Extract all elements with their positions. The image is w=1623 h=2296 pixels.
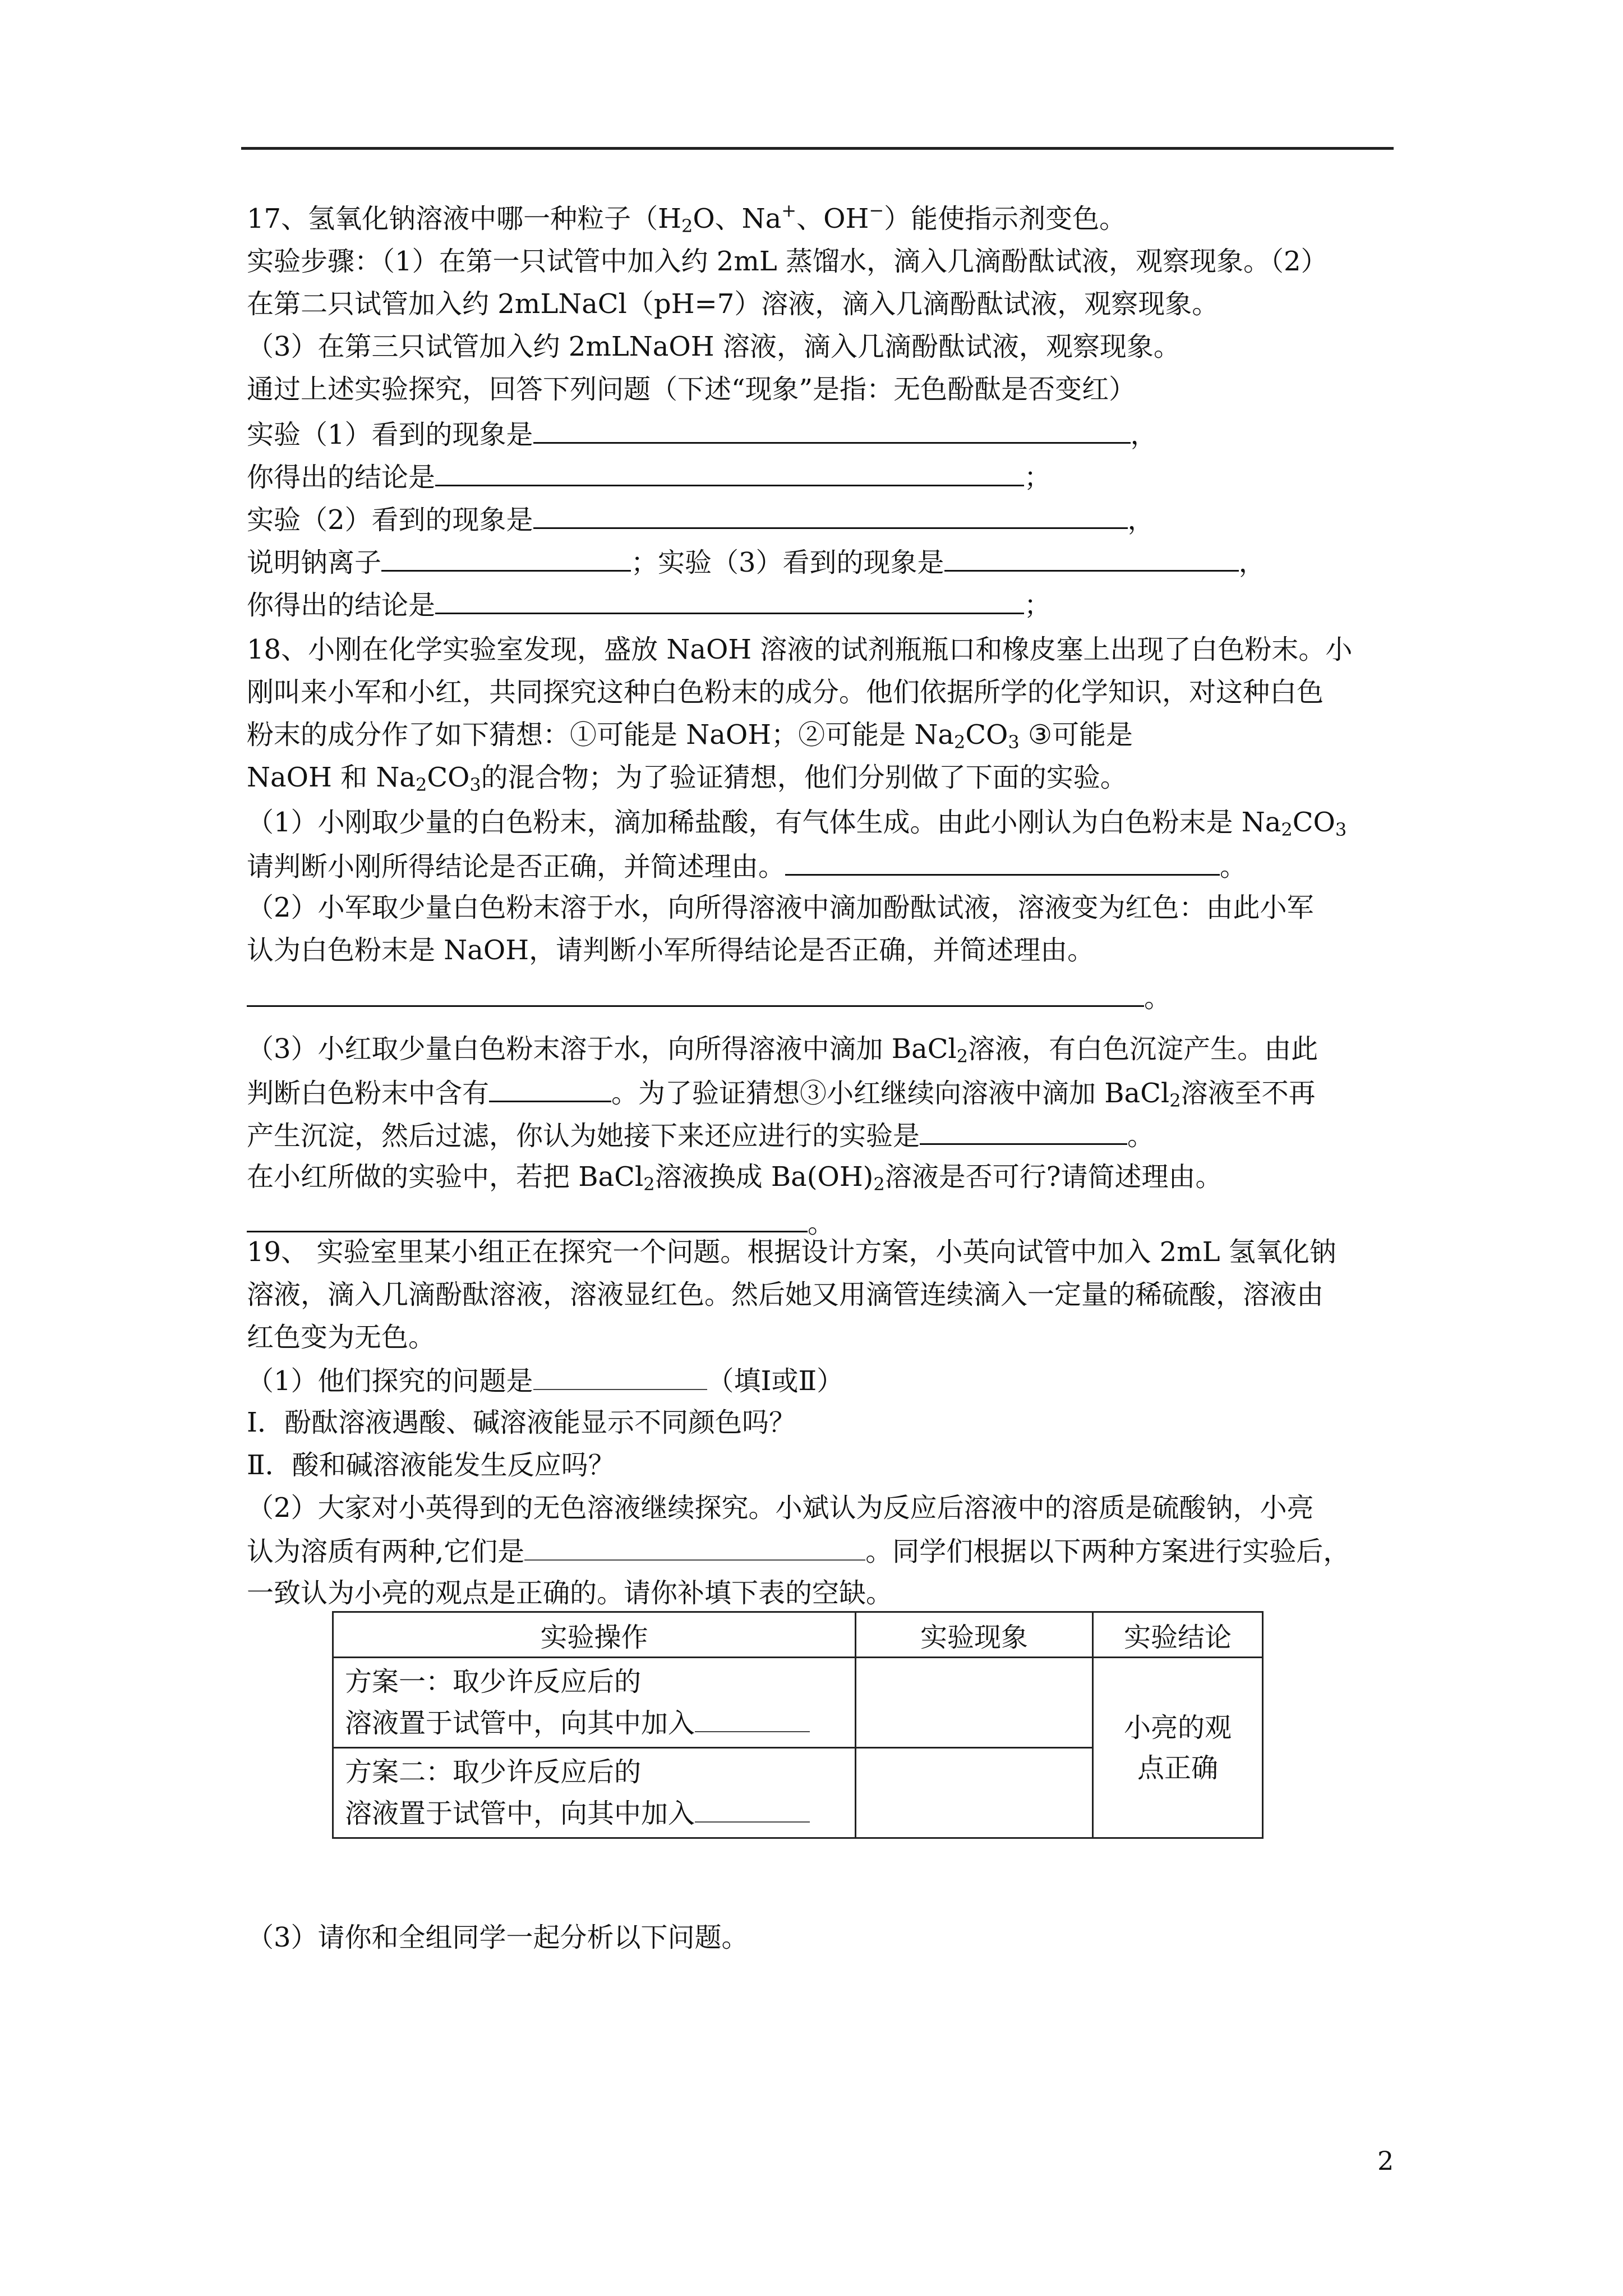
q18-part3-line-1: （3）小红取少量白色粉末溶于水，向所得溶液中滴加 BaCl$_2$溶液，有白色沉淀产生。由此: [247, 1033, 1318, 1067]
page-number: 2: [1377, 2146, 1394, 2176]
answer-blank[interactable]: [489, 1071, 611, 1102]
q18-part3-line-2: 判断白色粉末中含有 。为了验证猜想③小红继续向溶液中滴加 BaCl$_2$溶液至不再: [247, 1071, 1316, 1114]
q19-part3: （3）请你和全组同学一起分析以下问题。: [247, 1922, 749, 1953]
phenomenon-cell[interactable]: [856, 1658, 1093, 1748]
q17-prompt: 通过上述实验探究，回答下列问题（下述“现象”是指：无色酚酞是否变红）: [247, 374, 1136, 405]
q17-exp3-conclusion: 你得出的结论是 ；: [247, 583, 1051, 625]
answer-blank[interactable]: [944, 541, 1239, 572]
q17-steps-line-1: 实验步骤：（1）在第一只试管中加入约 2mL 蒸馏水，滴入几滴酚酞试液，观察现象。（2）: [247, 246, 1328, 277]
header-rule: [241, 147, 1394, 150]
answer-blank[interactable]: [381, 541, 631, 572]
table-header-row: [333, 1612, 1263, 1658]
q19-part2-line-2: 认为溶质有两种,它们是 。同学们根据以下两种方案进行实验后，: [247, 1530, 1350, 1572]
q18-hypothesis-3: NaOH 和 $Na_2CO_3$的混合物；为了验证猜想，他们分别做了下面的实验。: [247, 762, 1127, 795]
q19-part2-line-3: 一致认为小亮的观点是正确的。请你补填下表的空缺。: [247, 1577, 893, 1609]
answer-blank[interactable]: [247, 1202, 808, 1232]
answer-blank[interactable]: [435, 583, 1024, 614]
q18-part4-answer: 。: [247, 1202, 834, 1244]
q17-steps-line-3: （3）在第三只试管加入约 2mLNaOH 溶液，滴入几滴酚酞试液，观察现象。: [247, 331, 1181, 362]
answer-blank[interactable]: [695, 1792, 810, 1823]
q17-exp1-phenomenon: 实验（1）看到的现象是 ，: [247, 413, 1158, 455]
answer-blank[interactable]: [247, 976, 1144, 1007]
q19-line-3: 红色变为无色。: [247, 1322, 436, 1353]
plan-one-cell: 方案一：取少许反应后的 溶液置于试管中，向其中加入: [333, 1658, 856, 1748]
conclusion-cell: 小亮的观 点正确: [1093, 1658, 1263, 1838]
experiment-table: [332, 1611, 1264, 1839]
answer-blank[interactable]: [785, 845, 1220, 876]
q18-hypotheses: 粉末的成分作了如下猜想：①可能是 NaOH；②可能是 $Na_2CO_3$ ③可能是: [247, 719, 1133, 753]
answer-blank[interactable]: [524, 1530, 865, 1561]
q18-part2-line-1: （2）小军取少量白色粉末溶于水，向所得溶液中滴加酚酞试液，溶液变为红色：由此小军: [247, 892, 1314, 923]
q17-exp1-conclusion: 你得出的结论是 ；: [247, 455, 1051, 498]
q17-sodium-ion: 说明钠离子 ；实验（3）看到的现象是 ，: [247, 541, 1266, 583]
q18-part4: 在小红所做的实验中，若把 BaCl$_2$溶液换成 $Ba(OH)_2$溶液是否可行?请简述理由。: [247, 1161, 1223, 1195]
answer-blank[interactable]: [533, 413, 1131, 444]
q17-exp2-phenomenon: 实验（2）看到的现象是 ，: [247, 498, 1155, 540]
q18-line-2: 刚叫来小军和小红，共同探究这种白色粉末的成分。他们依据所学的化学知识，对这种白色: [247, 677, 1324, 708]
q19-line-1: 19、 实验室里某小组正在探究一个问题。根据设计方案，小英向试管中加入 2mL 氢氧化钠: [247, 1236, 1336, 1268]
q17-title: 17、氢氧化钠溶液中哪一种粒子（$H_2O$、Na+、OH−）能使指示剂变色。: [247, 200, 1127, 237]
q19-option-1: Ⅰ．酚酞溶液遇酸、碱溶液能显示不同颜色吗？: [247, 1407, 796, 1438]
answer-blank[interactable]: [533, 1360, 707, 1390]
answer-blank[interactable]: [533, 498, 1128, 529]
q19-part2-line-1: （2）大家对小英得到的无色溶液继续探究。小斌认为反应后溶液中的溶质是硫酸钠，小亮: [247, 1492, 1314, 1524]
answer-blank[interactable]: [435, 455, 1024, 486]
q19-option-2: Ⅱ．酸和碱溶液能发生反应吗？: [247, 1450, 615, 1481]
q17-steps-line-2: 在第二只试管加入约 2mLNaCl（pH=7）溶液，滴入几滴酚酞试液，观察现象。: [247, 288, 1219, 320]
answer-blank[interactable]: [695, 1702, 810, 1732]
table-header: 实验现象: [856, 1612, 1093, 1658]
q19-part1: （1）他们探究的问题是 （填Ⅰ或Ⅱ）: [247, 1360, 843, 1401]
q18-part1-line-1: （1）小刚取少量的白色粉末，滴加稀盐酸，有气体生成。由此小刚认为白色粉末是 $Na_2CO_3$: [247, 807, 1347, 840]
q19-line-2: 溶液，滴入几滴酚酞溶液，溶液显红色。然后她又用滴管连续滴入一定量的稀硫酸，溶液由: [247, 1279, 1324, 1310]
table-row: [333, 1658, 1263, 1748]
phenomenon-cell[interactable]: [856, 1748, 1093, 1838]
q18-line-1: 18、小刚在化学实验室发现，盛放 NaOH 溶液的试剂瓶瓶口和橡皮塞上出现了白色粉末。小: [247, 634, 1353, 665]
q18-part2-line-2: 认为白色粉末是 NaOH，请判断小军所得结论是否正确，并简述理由。: [247, 935, 1095, 966]
q18-part3-line-3: 产生沉淀，然后过滤，你认为她接下来还应进行的实验是 。: [247, 1114, 1154, 1156]
q18-part2-answer: 。: [247, 976, 1171, 1018]
table-header: 实验结论: [1093, 1612, 1263, 1658]
answer-blank[interactable]: [920, 1114, 1127, 1145]
q18-part1-line-2: 请判断小刚所得结论是否正确，并简述理由。 。: [247, 845, 1247, 887]
table-header: 实验操作: [333, 1612, 856, 1658]
plan-two-cell: 方案二：取少许反应后的 溶液置于试管中，向其中加入: [333, 1748, 856, 1838]
